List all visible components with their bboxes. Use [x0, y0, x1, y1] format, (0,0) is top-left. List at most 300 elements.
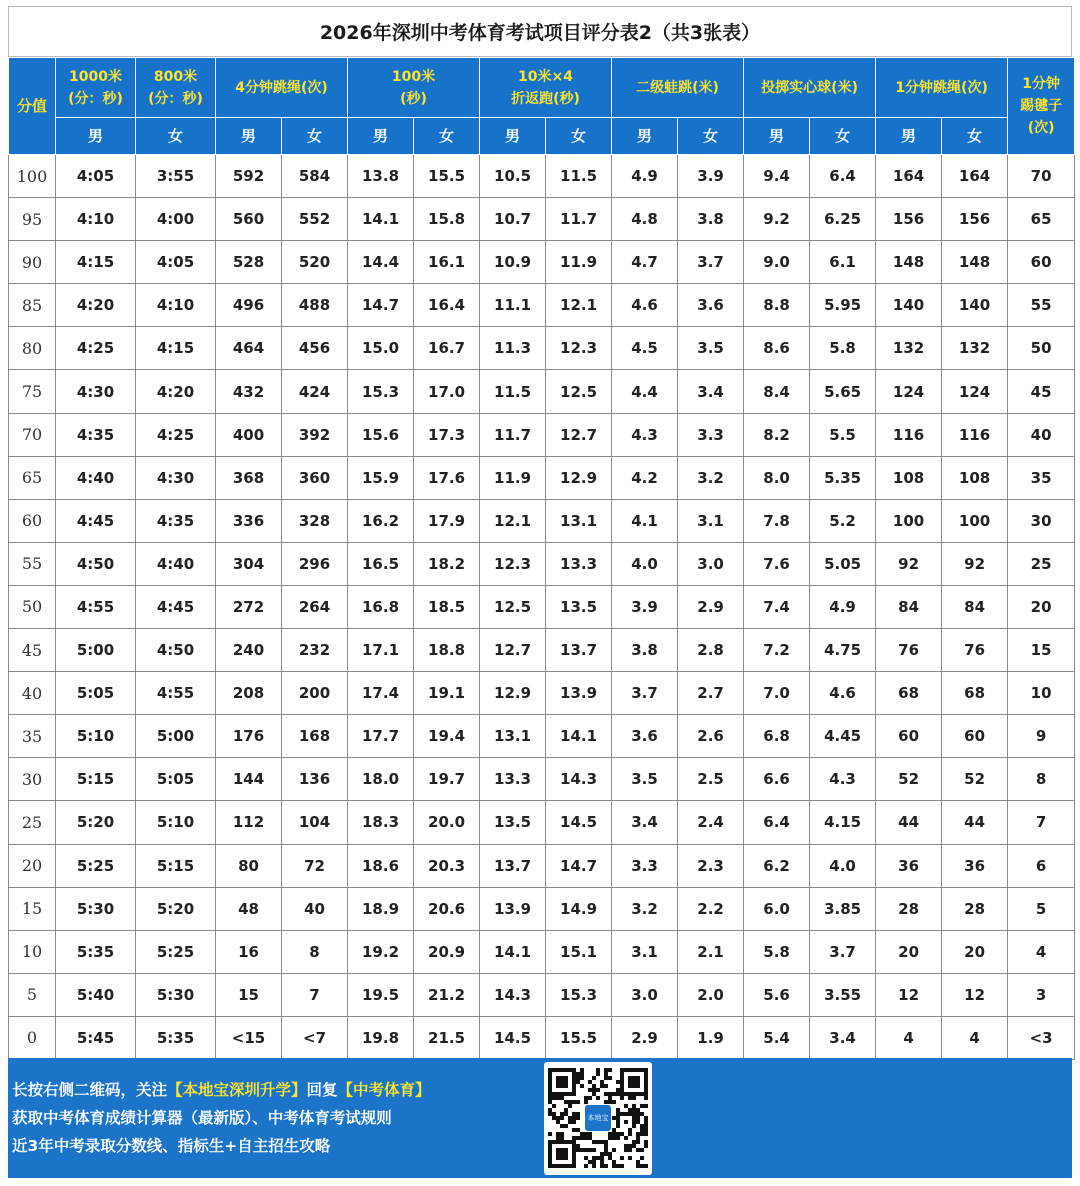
table-cell: 80 — [216, 844, 282, 887]
score-cell: 35 — [9, 715, 56, 758]
table-cell: 4.8 — [612, 198, 678, 241]
table-cell: 4:50 — [136, 629, 216, 672]
table-cell: 11.3 — [480, 327, 546, 370]
table-cell: 20.3 — [414, 844, 480, 887]
table-cell: 8.8 — [744, 284, 810, 327]
table-cell: 8.2 — [744, 413, 810, 456]
table-row — [9, 241, 1075, 284]
score-cell: 100 — [9, 155, 56, 198]
table-cell: 15.6 — [348, 413, 414, 456]
qr-logo-label: 本地宝 — [587, 1114, 609, 1122]
table-cell: 14.4 — [348, 241, 414, 284]
table-cell: 15.9 — [348, 456, 414, 499]
table-cell: 11.5 — [546, 155, 612, 198]
table-cell: 8.4 — [744, 370, 810, 413]
table-cell: 5:25 — [136, 930, 216, 973]
table-cell: 3.0 — [612, 973, 678, 1016]
table-cell: 92 — [876, 542, 942, 585]
table-cell: 13.1 — [480, 715, 546, 758]
table-cell: 2.9 — [612, 1016, 678, 1059]
table-cell: 7 — [282, 973, 348, 1016]
table-cell: 5.5 — [810, 413, 876, 456]
table-cell: 13.9 — [480, 887, 546, 930]
table-cell: 400 — [216, 413, 282, 456]
table-cell: 488 — [282, 284, 348, 327]
score-cell: 20 — [9, 844, 56, 887]
table-cell: 76 — [876, 629, 942, 672]
table-cell: 16.5 — [348, 542, 414, 585]
table-cell: 3.7 — [810, 930, 876, 973]
table-cell: 6.1 — [810, 241, 876, 284]
event-name: 1000米 (分：秒) — [68, 68, 123, 107]
table-cell: 15.5 — [546, 1016, 612, 1059]
table-cell: 112 — [216, 801, 282, 844]
table-cell: 16.7 — [414, 327, 480, 370]
table-cell: 7.0 — [744, 672, 810, 715]
table-row — [9, 155, 1075, 198]
table-cell: 12.9 — [546, 456, 612, 499]
table-cell: 13.7 — [480, 844, 546, 887]
score-cell: 65 — [9, 456, 56, 499]
table-cell: 17.1 — [348, 629, 414, 672]
table-cell: 21.5 — [414, 1016, 480, 1059]
table-cell: 156 — [876, 198, 942, 241]
table-cell: 15 — [216, 973, 282, 1016]
table-cell: 2.6 — [678, 715, 744, 758]
table-cell: 15.3 — [546, 973, 612, 1016]
table-cell: 17.0 — [414, 370, 480, 413]
table-row — [9, 844, 1075, 887]
table-cell: 19.1 — [414, 672, 480, 715]
table-cell: 4.1 — [612, 499, 678, 542]
table-cell: 14.7 — [546, 844, 612, 887]
event-header-1min-rope — [876, 58, 1008, 118]
table-cell: 4.9 — [810, 585, 876, 628]
qr-code[interactable] — [544, 1062, 652, 1175]
table-cell: 13.3 — [546, 542, 612, 585]
table-cell: 3.3 — [678, 413, 744, 456]
table-cell: 3.4 — [810, 1016, 876, 1059]
table-cell: 13.9 — [546, 672, 612, 715]
table-cell: 15.5 — [414, 155, 480, 198]
gender-male: 男 — [216, 118, 282, 155]
table-cell: 6.25 — [810, 198, 876, 241]
table-cell: 4:00 — [136, 198, 216, 241]
table-cell: 5:30 — [56, 887, 136, 930]
table-cell: 19.2 — [348, 930, 414, 973]
table-cell: 584 — [282, 155, 348, 198]
table-cell: <3 — [1008, 1016, 1075, 1059]
table-row — [9, 499, 1075, 542]
table-cell: 104 — [282, 801, 348, 844]
table-cell: 100 — [942, 499, 1008, 542]
table-cell: 168 — [282, 715, 348, 758]
table-cell: 528 — [216, 241, 282, 284]
table-cell: 12.7 — [546, 413, 612, 456]
table-cell: 17.9 — [414, 499, 480, 542]
table-cell: 18.6 — [348, 844, 414, 887]
table-cell: 17.4 — [348, 672, 414, 715]
table-cell: 16.8 — [348, 585, 414, 628]
table-cell: 8 — [282, 930, 348, 973]
table-cell: 14.9 — [546, 887, 612, 930]
table-cell: 14.3 — [480, 973, 546, 1016]
table-cell: 328 — [282, 499, 348, 542]
table-cell: 48 — [216, 887, 282, 930]
table-cell: 5:40 — [56, 973, 136, 1016]
table-cell: 3.1 — [678, 499, 744, 542]
table-cell: 76 — [942, 629, 1008, 672]
table-cell: 4:25 — [56, 327, 136, 370]
table-cell: 5.8 — [810, 327, 876, 370]
table-cell: 13.5 — [480, 801, 546, 844]
table-cell: 68 — [876, 672, 942, 715]
table-cell: 560 — [216, 198, 282, 241]
table-cell: 16.2 — [348, 499, 414, 542]
table-cell: 4.6 — [810, 672, 876, 715]
table-cell: 124 — [876, 370, 942, 413]
table-cell: 8 — [1008, 758, 1075, 801]
table-cell: 392 — [282, 413, 348, 456]
table-cell: 19.5 — [348, 973, 414, 1016]
table-cell: 5:05 — [136, 758, 216, 801]
table-cell: 5:20 — [136, 887, 216, 930]
table-cell: 12 — [876, 973, 942, 1016]
table-cell: 4.15 — [810, 801, 876, 844]
table-cell: 4:45 — [56, 499, 136, 542]
table-cell: 336 — [216, 499, 282, 542]
table-cell: 176 — [216, 715, 282, 758]
table-row — [9, 327, 1075, 370]
table-cell: 3.1 — [612, 930, 678, 973]
table-cell: 13.1 — [546, 499, 612, 542]
score-cell: 5 — [9, 973, 56, 1016]
table-cell: 11.9 — [546, 241, 612, 284]
table-row — [9, 672, 1075, 715]
footer-text-segment: 回复 — [306, 1081, 338, 1099]
table-cell: 6.6 — [744, 758, 810, 801]
table-cell: 30 — [1008, 499, 1075, 542]
table-cell: 11.1 — [480, 284, 546, 327]
table-cell: 164 — [876, 155, 942, 198]
table-cell: 2.1 — [678, 930, 744, 973]
table-cell: 2.0 — [678, 973, 744, 1016]
score-cell: 75 — [9, 370, 56, 413]
table-cell: 44 — [942, 801, 1008, 844]
table-cell: 140 — [876, 284, 942, 327]
table-row — [9, 542, 1075, 585]
table-cell: 3.8 — [678, 198, 744, 241]
table-cell: 4.3 — [810, 758, 876, 801]
gender-female: 女 — [678, 118, 744, 155]
table-cell: 12.1 — [546, 284, 612, 327]
table-cell: 9.4 — [744, 155, 810, 198]
table-cell: 4:05 — [56, 155, 136, 198]
table-cell: 4.3 — [612, 413, 678, 456]
table-cell: 496 — [216, 284, 282, 327]
table-cell: 65 — [1008, 198, 1075, 241]
table-row — [9, 413, 1075, 456]
table-cell: 7.4 — [744, 585, 810, 628]
table-cell: 20.9 — [414, 930, 480, 973]
table-cell: 60 — [942, 715, 1008, 758]
table-cell: 3.6 — [678, 284, 744, 327]
table-cell: 4.45 — [810, 715, 876, 758]
table-cell: 15.1 — [546, 930, 612, 973]
event-name: 投掷实心球(米) — [761, 79, 858, 96]
table-cell: 13.3 — [480, 758, 546, 801]
table-cell: 11.5 — [480, 370, 546, 413]
table-cell: 592 — [216, 155, 282, 198]
table-cell: 5:05 — [56, 672, 136, 715]
table-cell: 240 — [216, 629, 282, 672]
gender-female: 女 — [282, 118, 348, 155]
score-table — [8, 57, 1075, 1060]
table-cell: 13.7 — [546, 629, 612, 672]
table-cell: 2.8 — [678, 629, 744, 672]
table-cell: 15.0 — [348, 327, 414, 370]
table-cell: 12 — [942, 973, 1008, 1016]
table-cell: 424 — [282, 370, 348, 413]
table-cell: 15 — [1008, 629, 1075, 672]
table-cell: 5:45 — [56, 1016, 136, 1059]
gender-male: 男 — [744, 118, 810, 155]
table-cell: 15.3 — [348, 370, 414, 413]
table-cell: 5.2 — [810, 499, 876, 542]
table-cell: 432 — [216, 370, 282, 413]
table-cell: 9.0 — [744, 241, 810, 284]
event-header-shuttle-run — [480, 58, 612, 118]
table-cell: 5:30 — [136, 973, 216, 1016]
event-name: 10米×4 折返跑(秒) — [511, 68, 580, 107]
table-cell: 5:15 — [136, 844, 216, 887]
table-cell: 3.9 — [678, 155, 744, 198]
table-cell: 156 — [942, 198, 1008, 241]
table-cell: 4:25 — [136, 413, 216, 456]
table-cell: 116 — [942, 413, 1008, 456]
table-cell: 70 — [1008, 155, 1075, 198]
score-cell: 30 — [9, 758, 56, 801]
table-cell: 2.5 — [678, 758, 744, 801]
table-cell: 296 — [282, 542, 348, 585]
score-cell: 0 — [9, 1016, 56, 1059]
score-cell: 60 — [9, 499, 56, 542]
table-cell: 17.7 — [348, 715, 414, 758]
table-cell: 8.6 — [744, 327, 810, 370]
table-cell: 50 — [1008, 327, 1075, 370]
table-cell: 6 — [1008, 844, 1075, 887]
table-cell: 5.05 — [810, 542, 876, 585]
table-cell: 5:35 — [136, 1016, 216, 1059]
gender-male: 男 — [348, 118, 414, 155]
table-cell: 4:30 — [56, 370, 136, 413]
table-row — [9, 973, 1075, 1016]
table-cell: 12.7 — [480, 629, 546, 672]
table-cell: 368 — [216, 456, 282, 499]
table-row — [9, 284, 1075, 327]
table-cell: 4:15 — [136, 327, 216, 370]
table-cell: 44 — [876, 801, 942, 844]
table-cell: 11.9 — [480, 456, 546, 499]
table-cell: 18.2 — [414, 542, 480, 585]
table-cell: 16 — [216, 930, 282, 973]
table-row — [9, 585, 1075, 628]
event-header-800m — [136, 58, 216, 118]
table-cell: 4:20 — [136, 370, 216, 413]
table-cell: 5:25 — [56, 844, 136, 887]
table-cell: 4:50 — [56, 542, 136, 585]
table-cell: 52 — [942, 758, 1008, 801]
score-header: 分值 — [9, 58, 56, 155]
table-cell: 45 — [1008, 370, 1075, 413]
gender-male: 男 — [876, 118, 942, 155]
table-cell: 5:10 — [56, 715, 136, 758]
table-cell: 40 — [282, 887, 348, 930]
table-cell: 68 — [942, 672, 1008, 715]
table-cell: 2.2 — [678, 887, 744, 930]
table-row — [9, 456, 1075, 499]
table-cell: 52 — [876, 758, 942, 801]
table-cell: 14.1 — [480, 930, 546, 973]
table-cell: 28 — [876, 887, 942, 930]
score-cell: 45 — [9, 629, 56, 672]
table-cell: 5:15 — [56, 758, 136, 801]
table-cell: 17.6 — [414, 456, 480, 499]
table-cell: 5:00 — [136, 715, 216, 758]
score-cell: 15 — [9, 887, 56, 930]
table-cell: 4:55 — [56, 585, 136, 628]
table-cell: 12.1 — [480, 499, 546, 542]
table-cell: 19.7 — [414, 758, 480, 801]
table-cell: 21.2 — [414, 973, 480, 1016]
table-cell: 13.8 — [348, 155, 414, 198]
table-cell: 1.9 — [678, 1016, 744, 1059]
event-name: 1分钟 踢毽子 (次) — [1020, 76, 1063, 136]
table-cell: 520 — [282, 241, 348, 284]
table-cell: 3.8 — [612, 629, 678, 672]
table-cell: 2.7 — [678, 672, 744, 715]
table-cell: 7.8 — [744, 499, 810, 542]
table-cell: 3.3 — [612, 844, 678, 887]
table-cell: 4.4 — [612, 370, 678, 413]
footer-line-2: 获取中考体育成绩计算器（最新版）、中考体育考试规则 — [12, 1109, 392, 1127]
table-cell: <15 — [216, 1016, 282, 1059]
table-cell: 10.7 — [480, 198, 546, 241]
table-cell: 14.1 — [546, 715, 612, 758]
table-cell: 6.0 — [744, 887, 810, 930]
score-cell: 55 — [9, 542, 56, 585]
table-row — [9, 887, 1075, 930]
table-cell: 16.4 — [414, 284, 480, 327]
table-cell: 3.5 — [612, 758, 678, 801]
table-cell: 4:20 — [56, 284, 136, 327]
table-cell: 108 — [876, 456, 942, 499]
gender-female: 女 — [942, 118, 1008, 155]
table-cell: 15.8 — [414, 198, 480, 241]
table-cell: 3.7 — [612, 672, 678, 715]
gender-female: 女 — [810, 118, 876, 155]
table-cell: 2.9 — [678, 585, 744, 628]
table-cell: 4.0 — [810, 844, 876, 887]
table-cell: 4.0 — [612, 542, 678, 585]
table-cell: 5.8 — [744, 930, 810, 973]
table-cell: 3.6 — [612, 715, 678, 758]
table-cell: 360 — [282, 456, 348, 499]
table-cell: 14.3 — [546, 758, 612, 801]
event-name: 4分钟跳绳(次) — [235, 79, 328, 96]
table-cell: 12.3 — [480, 542, 546, 585]
table-cell: 40 — [1008, 413, 1075, 456]
footer-line-1 — [12, 1076, 431, 1104]
table-cell: 3.2 — [612, 887, 678, 930]
table-cell: 5:00 — [56, 629, 136, 672]
table-body — [9, 155, 1075, 1060]
table-cell: 8.0 — [744, 456, 810, 499]
table-cell: 4.6 — [612, 284, 678, 327]
table-cell: 3.9 — [612, 585, 678, 628]
event-header-medicine-ball — [744, 58, 876, 118]
event-name: 800米 (分：秒) — [148, 68, 203, 107]
table-cell: 20.6 — [414, 887, 480, 930]
table-cell: 3.5 — [678, 327, 744, 370]
table-cell: 9 — [1008, 715, 1075, 758]
table-cell: 16.1 — [414, 241, 480, 284]
event-name: 二级蛙跳(米) — [636, 79, 719, 96]
table-cell: 7.2 — [744, 629, 810, 672]
table-cell: 4.5 — [612, 327, 678, 370]
table-cell: 116 — [876, 413, 942, 456]
table-cell: 164 — [942, 155, 1008, 198]
gender-female: 女 — [414, 118, 480, 155]
table-cell: 60 — [1008, 241, 1075, 284]
score-cell: 25 — [9, 801, 56, 844]
gender-male: 男 — [56, 118, 136, 155]
table-cell: 12.5 — [546, 370, 612, 413]
table-cell: 20 — [942, 930, 1008, 973]
qr-code-icon — [544, 1062, 652, 1175]
score-cell: 95 — [9, 198, 56, 241]
table-cell: 148 — [942, 241, 1008, 284]
table-cell: 4:10 — [136, 284, 216, 327]
table-cell: 5.35 — [810, 456, 876, 499]
table-cell: 464 — [216, 327, 282, 370]
table-cell: 2.4 — [678, 801, 744, 844]
table-cell: 12.3 — [546, 327, 612, 370]
table-cell: 5:35 — [56, 930, 136, 973]
table-cell: 14.5 — [480, 1016, 546, 1059]
table-cell: 20 — [1008, 585, 1075, 628]
table-row — [9, 801, 1075, 844]
table-cell: 18.0 — [348, 758, 414, 801]
table-cell: 200 — [282, 672, 348, 715]
table-cell: 144 — [216, 758, 282, 801]
table-cell: 9.2 — [744, 198, 810, 241]
table-cell: 4 — [942, 1016, 1008, 1059]
score-cell: 40 — [9, 672, 56, 715]
table-cell: 5.95 — [810, 284, 876, 327]
table-cell: 12.9 — [480, 672, 546, 715]
table-cell: 3.85 — [810, 887, 876, 930]
table-cell: 5:20 — [56, 801, 136, 844]
table-cell: 4:30 — [136, 456, 216, 499]
footer-highlight: 【中考体育】 — [337, 1081, 431, 1099]
table-cell: 14.7 — [348, 284, 414, 327]
table-cell: 4 — [876, 1016, 942, 1059]
table-cell: 456 — [282, 327, 348, 370]
table-cell: 6.2 — [744, 844, 810, 887]
table-cell: 4.7 — [612, 241, 678, 284]
table-cell: 4:10 — [56, 198, 136, 241]
